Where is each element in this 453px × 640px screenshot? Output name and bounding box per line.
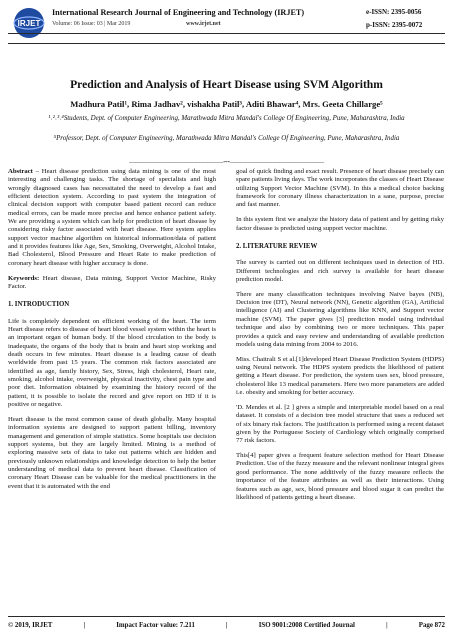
journal-url[interactable]: www.irjet.net: [186, 21, 221, 27]
right-column: [236, 168, 444, 509]
lit-paragraph-2: There are many classification techniques involving Naive bayes (NB), Decision tree (DT), Neural network (NN), Genetic algorithm (GA), Artificial intelligence (AI) and Clustering algorithms like KNN, and Support vector machine (SVM). The paper gives [3] prediction model using individual technique and also by combining two or more techniques. This paper provides a quick and easy review and understanding of available prediction models using data mining from 2004 to 2016.: [236, 290, 444, 348]
footer-copyright: © 2019, IRJET: [8, 622, 53, 629]
lit-paragraph-1: The survey is carried out on different techniques used in detection of HD. Different technologies and rich survey is available for heart disease prediction model.: [236, 259, 444, 283]
footer-impact-factor: Impact Factor value: 7.211: [116, 622, 195, 629]
volume-issue: Volume: 06 Issue: 03 | Mar 2019: [52, 21, 131, 27]
p-issn: p-ISSN: 2395-0072: [366, 21, 423, 29]
intro-paragraph-1: Life is completely dependent on efficient working of the heart. The term Heart disease refers to disease of heart blood vessel system within the heart is an important organ of human body. If the blood circulation to the body is inadequate, the organs of the body that is brain and heart stop working and death occurs in few minutes. Heart disease is a leading cause of death worldwide from past 15 years. The common risk factors associated are identified as age, family history, Sex, Stress, high cholesterol, Heart rate, smoking, alcohol intake, overweight, physical inactivity, chest pain type and poor diet. Information obtained by examining the history record of the patient, it is possible to isolate the record and give report on HD if it is positive or negative.: [8, 317, 216, 409]
e-issn: e-ISSN: 2395-0056: [366, 8, 422, 16]
footer-divider: |: [83, 622, 86, 629]
right-paragraph-1: goal of quick finding and exact result. Presence of heart disease precisely can spare patients living days. The work incorporates the classes of Heart Disease utilizing Support Vector Machine (SVM). In this a medical choice backing framework for coronary illness characterization in a sane, purpose, precise and fast manner.: [236, 168, 444, 209]
footer-rule: [8, 616, 445, 617]
footer-page-number: Page 872: [418, 622, 445, 629]
paper-title: Prediction and Analysis of Heart Disease using SVM Algorithm: [70, 78, 383, 91]
lit-paragraph-4: 'D. Mendes et al. [2 ] gives a simple and interpretable model based on a real dataset. It consists of a decision tree model structure that uses a reduced set of six binary risk factors. The justification is performed using a recent dataset given by the Portuguese Society of Cardiology which originally comprised 77 risk factors.: [236, 403, 444, 445]
keywords-text: Heart disease, Data mining, Support Vector Machine, Risky Factor.: [8, 274, 216, 290]
page-footer: [8, 622, 445, 629]
literature-review-heading: 2. LITERATURE REVIEW: [236, 242, 318, 250]
header-rule: [8, 33, 445, 34]
footer-iso: ISO 9001:2008 Certified Journal: [258, 622, 355, 629]
intro-paragraph-2: Heart disease is the most common cause of death globally. Many hospital information systems are designed to support patient billing, inventory management and generation of simple statistics. Some hospitals use decision support systems, but they are largely limited. Mining is a method of exploring massive sets of data to take out patterns which are hidden and previously unknown relationships and knowledge detection to help the better understanding of medical data to prevent heart disease. Classification of coronary Heart Disease can be valuable for the medical practitioners in the event that it is automated with the end: [8, 415, 216, 490]
paper-authors: Madhura Patil¹, Rima Jadhav², vishakha Patil³, Aditi Bhawar⁴, Mrs. Geeta Chillarge⁵: [70, 99, 383, 109]
keywords-label: Keywords:: [8, 274, 40, 282]
right-paragraph-2: In this system first we analyze the history data of patient and by getting risky factor disease is predicted using support vector machine.: [236, 216, 444, 232]
keywords: [8, 275, 216, 292]
irjet-logo: [10, 6, 48, 40]
affiliation-professor: ⁵Professor, Dept. of Computer Engineering, Marathwada Mitra Mandal's College Of Engineering, Pune, Maharashtra, India: [53, 135, 400, 142]
abstract-text: – Heart disease prediction using data mining is one of the most interesting and challenging tasks. The shortage of specialists and high wrongly diagnosed cases has necessitated the need to develop a fast and efficient detection system. According to past system the integration of clinical decision support with computer based patient record can reduce medical errors, can be made more precise and hence enhance patient safety. We are providing a system which can help for prediction of heart disease by considering risky factor associated with heart disease. Here system applies support vector machine algorithm on historical information/data of patient and it provides features like Age, Sex, Smoking, Overweight, Alcohol Intake, Bad Cholesterol, Blood Pressure and Heart Rate to make prediction of coronary heart disease with higher accuracy is done.: [8, 168, 216, 267]
abstract: [8, 168, 216, 268]
footer-divider: |: [226, 622, 228, 629]
lit-paragraph-3: Miss. Chaitrali S et al.[1]developed Heart Disease Prediction System (HDPS) using Neural network. The HDPS system predicts the likelihood of patient getting a Heart disease. For prediction, the system uses sex, blood pressure, cholesterol like 13 medical parameters. Here two more parameters are added i.e. obesity and smoking for better accuracy.: [236, 355, 444, 397]
left-column: [8, 168, 216, 498]
affiliation-students: ¹˒²˒³˒⁴Students, Dept. of Computer Engineering, Marathwada Mitra Mandal's College Of Engineering, Pune, Maharashtra, India: [48, 115, 405, 122]
logo-text: IRJET: [17, 19, 41, 28]
journal-title: International Research Journal of Engineering and Technology (IRJET): [52, 8, 305, 17]
abstract-label: Abstract: [8, 168, 33, 175]
footer-divider: |: [386, 622, 388, 629]
lit-paragraph-5: This[4] paper gives a frequent feature selection method for Heart Disease Prediction. Use of the fuzzy measure and the relevant nonlinear integral gives good performance. The none additively of the fuzzy measure reflects the importance of the feature attributes as well as their interactions. Using features such as age, sex, blood pressure and blood sugar it can predict the likelihood of patients getting a heart disease.: [236, 452, 444, 501]
header-rule-lower: [8, 43, 445, 44]
introduction-heading: 1. INTRODUCTION: [8, 301, 70, 309]
section-separator: ---------------------------------------------------------------------***---------------------------------------------------------------------: [129, 161, 324, 166]
